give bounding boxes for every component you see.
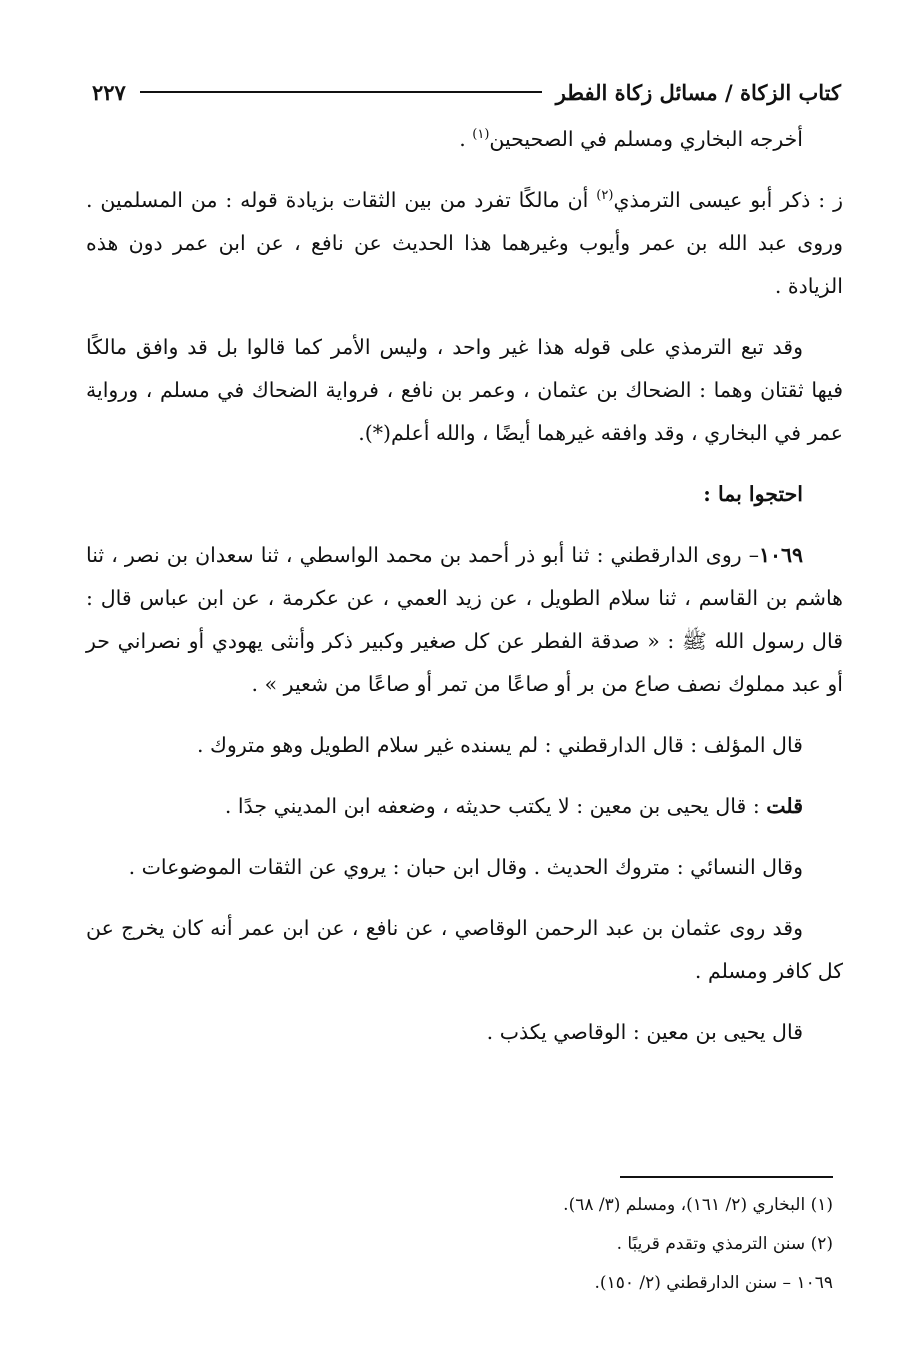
footnote-rule xyxy=(620,1176,833,1178)
footnote-3: ١٠٦٩ – سنن الدارقطني (٢/ ١٥٠). xyxy=(594,1273,833,1293)
paragraph-waqqasi: وقد روى عثمان بن عبد الرحمن الوقاصي ، عن نافع ، عن ابن عمر أنه كان يخرج عن كل كافر ومسلم . xyxy=(86,916,843,983)
footnote-2: (٢) سنن الترمذي وتقدم قريبًا . xyxy=(616,1234,833,1254)
footnote-ref-1: (١) xyxy=(472,127,490,143)
page-number: ٢٢٧ xyxy=(92,79,126,105)
footnotes xyxy=(86,1186,833,1303)
paragraph-nasai: وقال النسائي : متروك الحديث . وقال ابن حبان : يروي عن الثقات الموضوعات . xyxy=(128,855,803,879)
footnote-1: (١) البخاري (٢/ ١٦١)، ومسلم (٣/ ٦٨). xyxy=(563,1195,833,1215)
paragraph-qult: قلت : قال يحيى بن معين : لا يكتب حديثه ، وضعفه ابن المديني جدًا . xyxy=(224,794,803,818)
main-text xyxy=(86,118,843,1054)
paragraph-2: ز : ذكر أبو عيسى الترمذي$^{(٢)}$ أن مالكًا تفرد من بين الثقات بزيادة قوله : من المسلمين . وروى عبد الله بن عمر وأيوب وغيرهما هذا الحديث عن نافع ، عن ابن عمر دون هذه الزيادة . xyxy=(86,188,843,298)
header-rule xyxy=(140,91,542,93)
paragraph-author-note: قال المؤلف : قال الدارقطني : لم يسنده غير سلام الطويل وهو متروك . xyxy=(196,733,803,757)
header-title: كتاب الزكاة / مسائل زكاة الفطر xyxy=(555,79,841,105)
hadith-1069: ١٠٦٩– روى الدارقطني : ثنا أبو ذر أحمد بن محمد الواسطي ، ثنا سعدان بن نصر ، ثنا هاشم بن القاسم ، ثنا سلام الطويل ، عن زيد العمي ، عن عكرمة ، عن ابن عباس قال : قال رسول الله ﷺ : « صدقة الفطر عن كل صغير وكبير ذكر وأنثى يهودي أو نصراني حر أو عبد مملوك نصف صاع من بر أو صاعًا من تمر أو صاعًا من شعير » . xyxy=(86,543,843,696)
running-header xyxy=(92,72,841,112)
paragraph-1: أخرجه البخاري ومسلم في الصحيحين$^{(١)}$ . xyxy=(459,127,803,151)
qult-label: قلت xyxy=(766,794,803,818)
paragraph-3: وقد تبع الترمذي على قوله هذا غير واحد ، وليس الأمر كما قالوا بل قد وافق مالكًا فيها ثقتان وهما : الضحاك بن عثمان ، وعمر بن نافع ، فرواية الضحاك في مسلم ، ورواية عمر في البخاري ، وقد وافقه غيرهما أيضًا ، والله أعلم(*). xyxy=(86,335,843,445)
footnote-ref-2: (٢) xyxy=(596,188,614,204)
hadith-number: ١٠٦٩ xyxy=(758,543,803,567)
paragraph-ibn-main: قال يحيى بن معين : الوقاصي يكذب . xyxy=(486,1020,803,1044)
section-heading: احتجوا بما : xyxy=(703,482,803,506)
